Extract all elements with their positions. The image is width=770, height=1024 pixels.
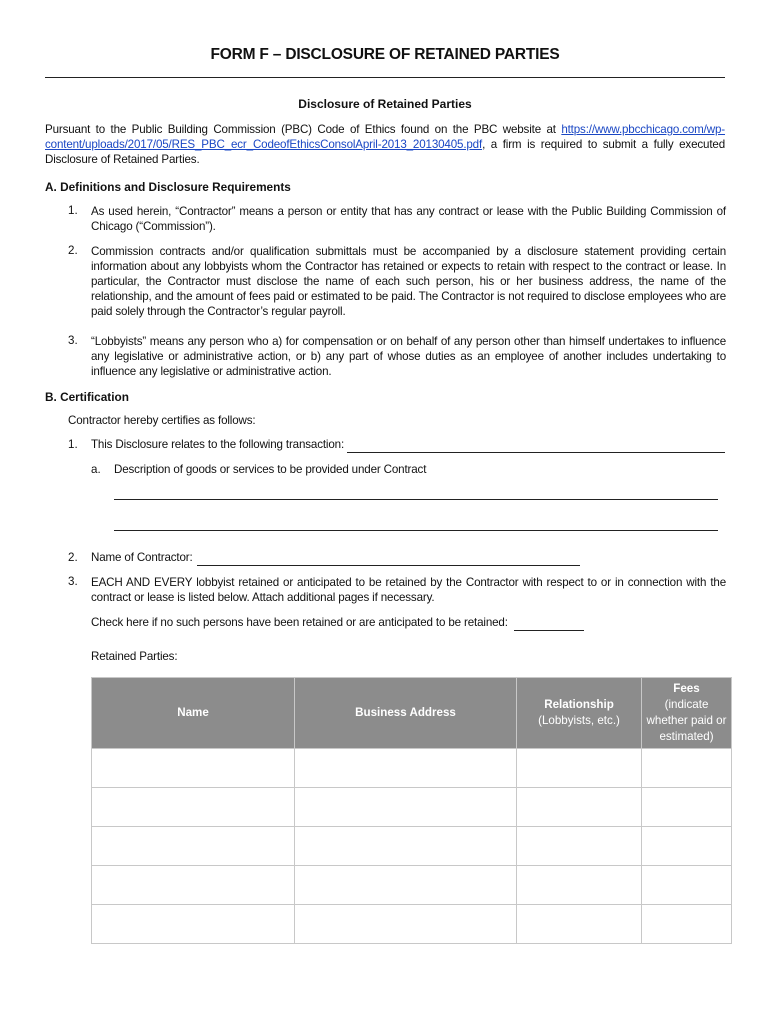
item-a2-number: 2. xyxy=(68,244,78,257)
address-cell[interactable] xyxy=(295,788,517,827)
item-b3-text: EACH AND EVERY lobbyist retained or anticipated to be retained by the Contractor with respect to or in connection with the contract or lease is listed below. Attach additional pages if necessary. xyxy=(91,576,726,604)
description-line-1[interactable] xyxy=(114,499,718,500)
relationship-cell[interactable] xyxy=(517,905,642,944)
name-cell[interactable] xyxy=(92,905,295,944)
relationship-cell[interactable] xyxy=(517,866,642,905)
table-row xyxy=(92,905,732,944)
section-a-heading: A. Definitions and Disclosure Requirements xyxy=(45,180,291,194)
item-a3-number: 3. xyxy=(68,334,78,347)
relationship-cell[interactable] xyxy=(517,749,642,788)
title-divider xyxy=(45,77,725,78)
item-b1-text: This Disclosure relates to the following transaction: xyxy=(91,438,345,451)
table-header-row xyxy=(92,678,732,749)
form-subtitle: Disclosure of Retained Parties xyxy=(298,97,472,111)
table-row xyxy=(92,788,732,827)
header-relationship-sub: (Lobbyists, etc.) xyxy=(538,714,620,727)
form-title: FORM F – DISCLOSURE OF RETAINED PARTIES xyxy=(210,46,560,63)
description-line-2[interactable] xyxy=(114,530,718,531)
item-a1-number: 1. xyxy=(68,204,78,217)
address-cell[interactable] xyxy=(295,905,517,944)
item-a3-text: “Lobbyists” means any person who a) for compensation or on behalf of any person other than himself undertakes to influence any legislative or administrative action, or b) any part of whose duties as an employee of another includes undertaking to influence any legislative or administrative action. xyxy=(91,335,726,378)
header-relationship xyxy=(517,678,642,749)
fees-cell[interactable] xyxy=(642,788,732,827)
fees-cell[interactable] xyxy=(642,866,732,905)
item-b1a-text: Description of goods or services to be provided under Contract xyxy=(114,463,427,476)
retained-parties-table xyxy=(91,677,732,944)
certify-text: Contractor hereby certifies as follows: xyxy=(68,414,256,427)
relationship-cell[interactable] xyxy=(517,827,642,866)
address-cell[interactable] xyxy=(295,827,517,866)
no-persons-check-field[interactable] xyxy=(514,630,584,631)
section-b-heading: B. Certification xyxy=(45,390,129,404)
name-cell[interactable] xyxy=(92,827,295,866)
fees-cell[interactable] xyxy=(642,749,732,788)
item-a1-text: As used herein, “Contractor” means a person or entity that has any contract or lease with the Public Building Commission of Chicago (“Commission”). xyxy=(91,205,726,233)
intro-paragraph xyxy=(45,122,725,167)
code-of-ethics-link[interactable]: https://www.pbcchicago.com/wp-content/uploads/2017/05/RES_PBC_ecr_CodeofEthicsConsolApril-2013_20130405.pdf xyxy=(45,123,725,151)
header-relationship-title: Relationship xyxy=(544,698,614,711)
fees-cell[interactable] xyxy=(642,827,732,866)
transaction-field[interactable] xyxy=(347,452,725,453)
no-persons-check-text: Check here if no such persons have been retained or are anticipated to be retained: xyxy=(91,616,508,629)
address-cell[interactable] xyxy=(295,866,517,905)
header-fees xyxy=(642,678,732,749)
relationship-cell[interactable] xyxy=(517,788,642,827)
item-b3-number: 3. xyxy=(68,575,78,588)
name-cell[interactable] xyxy=(92,866,295,905)
header-fees-title: Fees xyxy=(673,682,700,695)
item-b1-number: 1. xyxy=(68,438,78,451)
item-b1a-number: a. xyxy=(91,463,101,476)
intro-text-after: , a firm is required to submit a fully executed Disclosure of Retained Parties. xyxy=(45,138,725,166)
address-cell[interactable] xyxy=(295,749,517,788)
intro-text-before: Pursuant to the Public Building Commission (PBC) Code of Ethics found on the PBC website at xyxy=(45,123,562,136)
item-b2-number: 2. xyxy=(68,551,78,564)
contractor-name-field[interactable] xyxy=(197,565,580,566)
item-a2-text: Commission contracts and/or qualification submittals must be accompanied by a disclosure statement providing certain information about any lobbyists whom the Contractor has retained or expects to retain with respect to the contract or lease. In particular, the Contractor must disclose the name of each such person, his or her business address, the name of the relationship, and the amount of fees paid or estimated to be paid. The Contractor is not required to disclose employees who are paid solely through the Contractor’s regular payroll. xyxy=(91,245,726,318)
table-row xyxy=(92,749,732,788)
name-cell[interactable] xyxy=(92,788,295,827)
fees-cell[interactable] xyxy=(642,905,732,944)
header-fees-sub: (indicate whether paid or estimated) xyxy=(646,698,727,743)
item-b2-text: Name of Contractor: xyxy=(91,551,193,564)
retained-parties-label: Retained Parties: xyxy=(91,650,178,663)
table-row xyxy=(92,827,732,866)
header-business-address: Business Address xyxy=(295,678,517,749)
name-cell[interactable] xyxy=(92,749,295,788)
header-name: Name xyxy=(92,678,295,749)
table-row xyxy=(92,866,732,905)
